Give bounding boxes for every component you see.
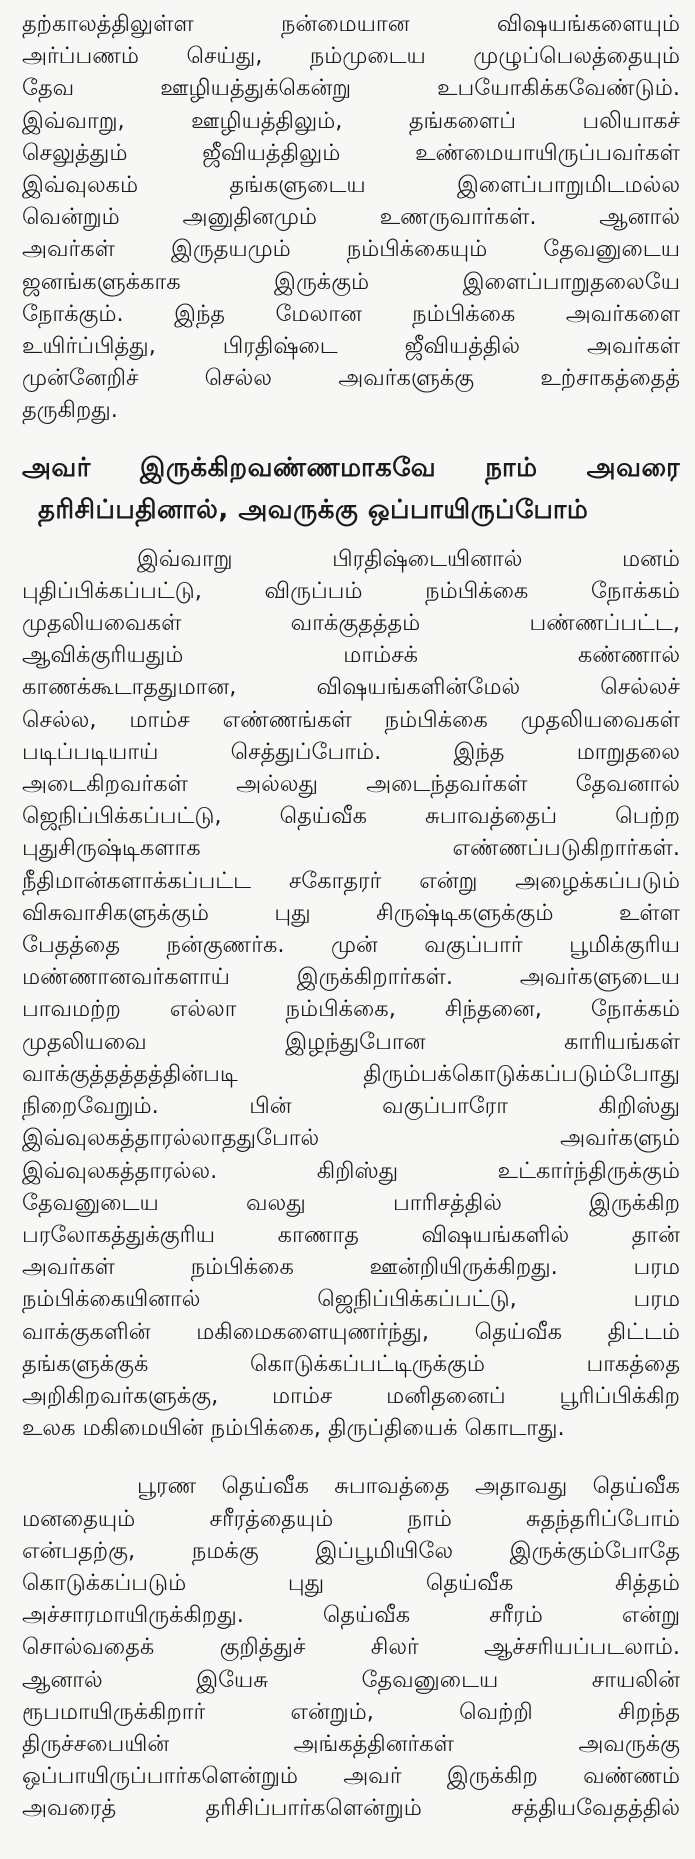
text-line: உயிர்ப்பித்து, பிரதிஷ்டை ஜீவியத்தில் அவர்கள் xyxy=(22,333,680,360)
text-line: பேதத்தை நன்குணர்க. முன் வகுப்பார் பூமிக்குரிய xyxy=(22,932,680,959)
text-line: என்பதற்கு, நமக்கு இப்பூமியிலே இருக்கும்போதே xyxy=(22,1537,680,1564)
text-line: நோக்கும். இந்த மேலான நம்பிக்கை அவர்களை xyxy=(22,300,680,327)
text-line: வாக்குத்தத்தத்தின்படி திரும்பக்கொடுக்கப்படும்போது xyxy=(22,1060,680,1087)
text-line: இவ்வாறு, ஊழியத்திலும், தங்களைப் பலியாகச் xyxy=(22,107,680,134)
text-line: நீதிமான்களாக்கப்பட்ட சகோதரர் என்று அழைக்கப்படும் xyxy=(22,867,680,894)
text-line: பரலோகத்துக்குரிய காணாத விஷயங்களில் தான் xyxy=(22,1221,680,1248)
paragraph-1 xyxy=(22,8,680,427)
text-line: காணக்கூடாததுமான, விஷயங்களின்மேல் செல்லச் xyxy=(22,674,680,701)
paragraph-2 xyxy=(22,543,680,1445)
text-line: சொல்வதைக் குறித்துச் சிலர் ஆச்சரியப்படலாம். xyxy=(22,1634,680,1661)
paragraph-3 xyxy=(22,1470,680,1824)
text-line: விசுவாசிகளுக்கும் புது சிருஷ்டிகளுக்கும் உள்ள xyxy=(22,899,680,926)
text-line: செல்ல, மாம்ச எண்ணங்கள் நம்பிக்கை முதலியவைகள் xyxy=(22,706,680,733)
text-line: நிறைவேறும். பின் வகுப்பாரோ கிறிஸ்து xyxy=(22,1093,680,1120)
text-line: ஜெநிப்பிக்கப்பட்டு, தெய்வீக சுபாவத்தைப் பெற்ற xyxy=(22,803,680,830)
section-heading xyxy=(22,447,680,531)
text-line: மனதையும் சரீரத்தையும் நாம் சுதந்தரிப்போம் xyxy=(22,1505,680,1532)
text-line: கொடுக்கப்படும் புது தெய்வீக சித்தம் xyxy=(22,1569,680,1596)
text-line: தருகிறது. xyxy=(22,397,118,424)
text-line: தேவனுடைய வலது பாரிசத்தில் இருக்கிற xyxy=(22,1189,680,1216)
text-line: வென்றும் அனுதினமும் உணருவார்கள். ஆனால் xyxy=(22,204,680,231)
text-line: இவ்வாறு பிரதிஷ்டையினால் மனம் xyxy=(137,545,680,572)
text-line: திருச்சபையின் அங்கத்தினர்கள் அவருக்கு xyxy=(22,1730,680,1757)
text-line: அடைகிறவர்கள் அல்லது அடைந்தவர்கள் தேவனால் xyxy=(22,771,680,798)
text-line: பாவமற்ற எல்லா நம்பிக்கை, சிந்தனை, நோக்கம் xyxy=(22,996,680,1023)
text-line: செலுத்தும் ஜீவியத்திலும் உண்மையாயிருப்பவர்கள் xyxy=(22,139,680,166)
text-line: இவ்வுலகத்தாரல்ல. கிறிஸ்து உட்கார்ந்திருக்கும் xyxy=(22,1157,680,1184)
book-page xyxy=(22,8,680,1825)
text-line: இவ்வுலகம் தங்களுடைய இளைப்பாறுமிடமல்ல xyxy=(22,172,680,199)
text-line: தேவ ஊழியத்துக்கென்று உபயோகிக்கவேண்டும். xyxy=(22,75,680,102)
text-line: நம்பிக்கையினால் ஜெநிப்பிக்கப்பட்டு, பரம xyxy=(22,1286,680,1313)
text-line: அறிகிறவர்களுக்கு, மாம்ச மனிதனைப் பூரிப்பிக்கிற xyxy=(22,1382,680,1409)
heading-line-1: அவர் இருக்கிறவண்ணமாகவே நாம் அவரை xyxy=(22,452,680,483)
text-line: உலக மகிமையின் நம்பிக்கை, திருப்தியைக் கொடாது. xyxy=(22,1415,565,1442)
text-line: தற்காலத்திலுள்ள நன்மையான விஷயங்களையும் xyxy=(22,11,680,37)
text-line: ஜனங்களுக்காக இருக்கும் இளைப்பாறுதலையே xyxy=(22,268,680,295)
text-line: முன்னேறிச் செல்ல அவர்களுக்கு உற்சாகத்தைத் xyxy=(22,365,680,392)
text-line: ஆவிக்குரியதும் மாம்சக் கண்ணால் xyxy=(22,642,680,669)
text-line: இவ்வுலகத்தாரல்லாததுபோல் அவர்களும் xyxy=(22,1125,680,1152)
text-line: தங்களுக்குக் கொடுக்கப்பட்டிருக்கும் பாகத்தை xyxy=(22,1350,680,1377)
text-line: முதலியவை இழந்துபோன காரியங்கள் xyxy=(22,1028,680,1055)
text-line: அச்சாரமாயிருக்கிறது. தெய்வீக சரீரம் என்று xyxy=(22,1602,680,1629)
text-line: ஆனால் இயேசு தேவனுடைய சாயலின் xyxy=(22,1666,680,1693)
text-line: அவர்கள் நம்பிக்கை ஊன்றியிருக்கிறது. பரம xyxy=(22,1254,680,1281)
text-line: வாக்குகளின் மகிமைகளையுணர்ந்து, தெய்வீக திட்டம் xyxy=(22,1318,680,1345)
text-line: அவரைத் தரிசிப்பார்களென்றும் சத்தியவேதத்தில் xyxy=(22,1795,680,1822)
text-line: முதலியவைகள் வாக்குதத்தம் பண்ணப்பட்ட, xyxy=(22,610,680,637)
text-line: புதிப்பிக்கப்பட்டு, விருப்பம் நம்பிக்கை நோக்கம் xyxy=(22,577,680,604)
text-line: ஒப்பாயிருப்பார்களென்றும் அவர் இருக்கிற வண்ணம் xyxy=(22,1763,680,1790)
text-line: மண்ணானவர்களாய் இருக்கிறார்கள். அவர்களுடைய xyxy=(22,964,680,991)
text-line: ரூபமாயிருக்கிறார் என்றும், வெற்றி சிறந்த xyxy=(22,1698,680,1725)
text-line: அர்ப்பணம் செய்து, நம்முடைய முழுப்பெலத்தையும் xyxy=(22,43,680,70)
text-line: அவர்கள் இருதயமும் நம்பிக்கையும் தேவனுடைய xyxy=(22,236,680,263)
text-line: பூரண தெய்வீக சுபாவத்தை அதாவது தெய்வீக xyxy=(137,1473,680,1500)
heading-line-2: தரிசிப்பதினால், அவருக்கு ஒப்பாயிருப்போம் xyxy=(38,494,589,525)
text-line: புதுசிருஷ்டிகளாக எண்ணப்படுகிறார்கள். xyxy=(22,835,680,862)
text-line: படிப்படியாய் செத்துப்போம். இந்த மாறுதலை xyxy=(22,738,680,765)
